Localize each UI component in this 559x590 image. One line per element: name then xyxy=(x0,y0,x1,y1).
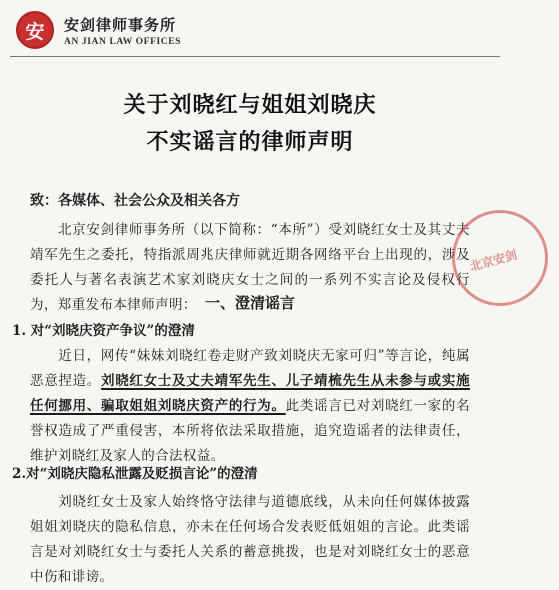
paragraph-3-text: 刘晓红女士及家人始终恪守法律与道德底线，从未向任何媒体披露姐姐刘晓庆的隐私信息，亦未在任何场合发表贬低姐姐的言论。此类谣言是对刘晓红女士与委托人关系的蓄意挑拨，也是对刘晓红女士的恶意中伤和诽谤。 xyxy=(30,494,470,585)
paragraph-assets-clarification xyxy=(30,344,470,469)
addressee: 致：各媒体、社会公众及相关各方 xyxy=(30,193,240,209)
firm-logo-icon: 安 xyxy=(16,11,54,49)
paragraph-2-part-a: 近日，网传“妹妹刘晓红卷走财产致刘晓庆无家可归”等言论，纯属恶意捏造。 xyxy=(30,348,470,389)
document-title-line-1: 关于刘晓红与姐姐刘晓庆 xyxy=(123,93,377,118)
header-divider xyxy=(10,56,500,57)
document-title-line-2: 不实谣言的律师声明 xyxy=(146,130,354,155)
subheading-2: 2.对“刘晓庆隐私泄露及贬损言论”的澄清 xyxy=(12,466,258,482)
paragraph-2-part-c: 此类谣言已对刘晓红一家的名誉权造成了严重侵害，本所将依法采取措施，追究造谣者的法律责任，维护刘晓红及家人的合法权益。 xyxy=(30,398,470,464)
paragraph-privacy-clarification xyxy=(30,490,470,590)
letterhead xyxy=(16,8,181,52)
section-heading-1: 一、澄清谣言 xyxy=(204,294,295,312)
subheading-1: 1. 对“刘晓庆资产争议”的澄清 xyxy=(12,323,195,339)
paragraph-2-underlined-statement: 刘晓红女士及丈夫靖军先生、儿子靖梳先生从未参与或实施任何挪用、骗取姐姐刘晓庆资产的行为。 xyxy=(30,373,470,414)
firm-name-en: AN JIAN LAW OFFICES xyxy=(64,36,182,47)
firm-name xyxy=(64,14,181,47)
firm-name-cn: 安剑律师事务所 xyxy=(64,15,177,34)
official-seal-icon: 北京安剑 xyxy=(441,199,559,317)
intro-text: 北京安剑律师事务所（以下简称：“本所”）受刘晓红女士及其丈夫靖军先生之委托，特指派周兆庆律师就近期各网络平台上出现的，涉及委托人与著名表演艺术家刘晓庆女士之间的一系列不实言论及侵权行为，郑重发布本律师声明： xyxy=(30,222,470,313)
